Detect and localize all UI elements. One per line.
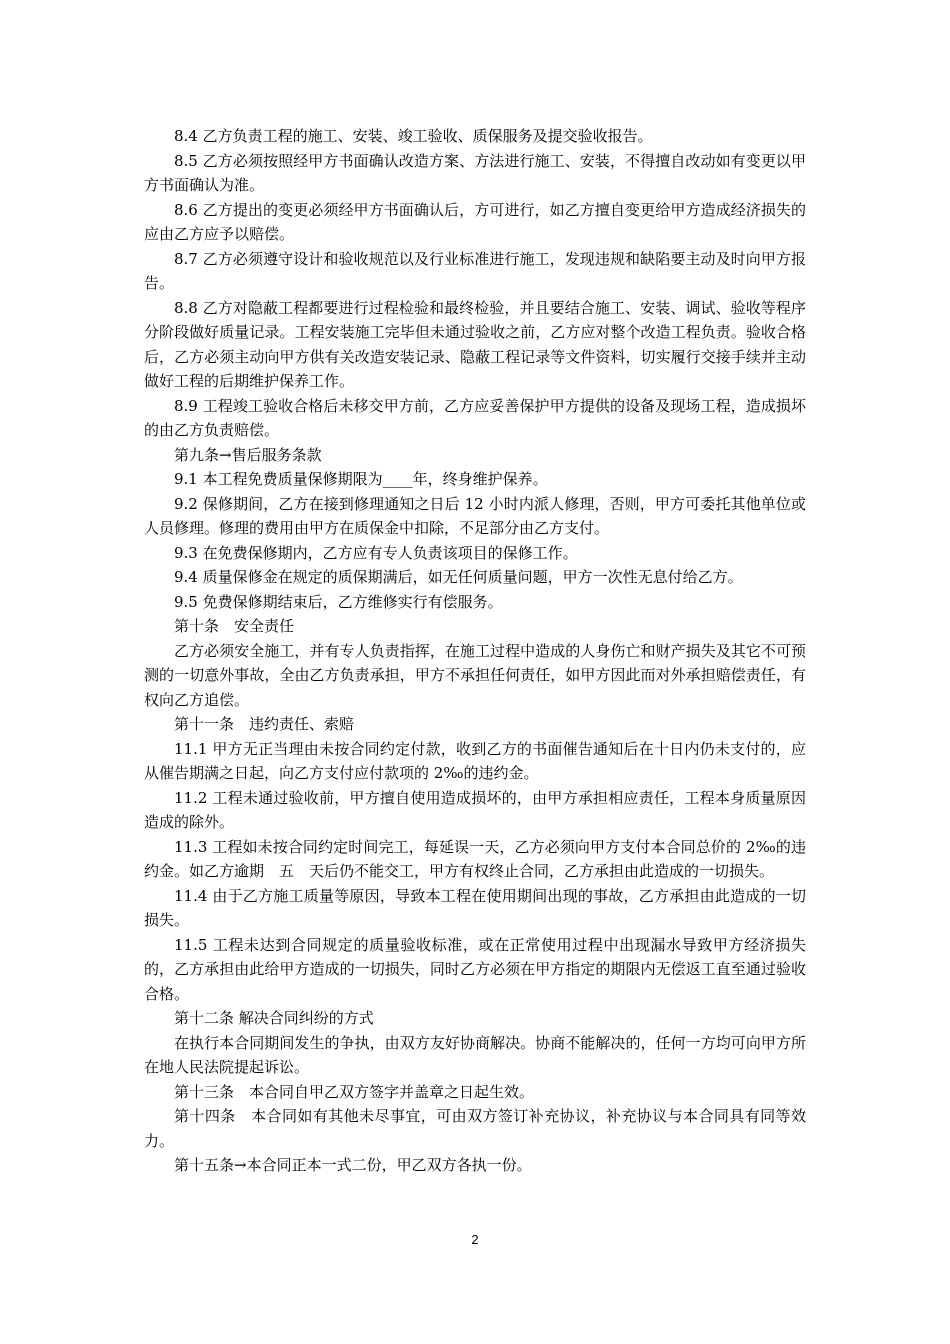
article-10-body: 乙方必须安全施工，并有专人负责指挥，在施工过程中造成的人身伤亡和财产损失及其它不可预测的一切意外事故，全由乙方负责承担，甲方不承担任何责任，如甲方因此而对外承担赔偿责任，有权向乙方追偿。 [144, 641, 806, 709]
article-10-heading: 第十条 安全责任 [174, 617, 295, 635]
page-number: 2 [471, 1232, 479, 1247]
clause-11-2: 11.2 工程未通过验收前，甲方擅自使用造成损坏的，由甲方承担相应责任，工程本身质量原因造成的除外。 [144, 788, 806, 831]
clause-9-1: 9.1 本工程免费质量保修期限为____年，终身维护保养。 [174, 470, 548, 488]
clause-11-5: 11.5 工程未达到合同规定的质量验收标准，或在正常使用过程中出现漏水导致甲方经济损失的，乙方承担由此给甲方造成的一切损失，同时乙方必须在甲方指定的期限内无偿返工直至通过验收合格。 [144, 935, 806, 1003]
article-11-heading: 第十一条 违约责任、索赔 [174, 715, 355, 733]
clause-9-3: 9.3 在免费保修期内，乙方应有专人负责该项目的保修工作。 [174, 543, 578, 562]
document-body [144, 124, 806, 1178]
clause-8-7: 8.7 乙方必须遵守设计和验收规范以及行业标准进行施工，发现违规和缺陷要主动及时向甲方报告。 [144, 249, 806, 292]
clause-11-3: 11.3 工程如未按合同约定时间完工，每延误一天，乙方必须向甲方支付本合同总价的 2‰的违约金。如乙方逾期 五 天后仍不能交工，甲方有权终止合同，乙方承担由此造成的一切损失。 [144, 837, 806, 880]
clause-9-5: 9.5 免费保修期结束后，乙方维修实行有偿服务。 [174, 592, 503, 611]
clause-8-5: 8.5 乙方必须按照经甲方书面确认改造方案、方法进行施工、安装，不得擅自改动如有变更以甲方书面确认为准。 [144, 151, 806, 194]
article-12-body: 在执行本合同期间发生的争执，由双方友好协商解决。协商不能解决的，任何一方均可向甲方所在地人民法院提起诉讼。 [144, 1033, 806, 1076]
article-14: 第十四条 本合同如有其他未尽事宜，可由双方签订补充协议，补充协议与本合同具有同等效力。 [144, 1107, 806, 1150]
clause-9-2: 9.2 保修期间，乙方在接到修理通知之日后 12 小时内派人修理，否则，甲方可委托其他单位或人员修理。修理的费用由甲方在质保金中扣除，不足部分由乙方支付。 [144, 494, 806, 537]
article-9-heading: 第九条→售后服务条款 [174, 445, 322, 464]
article-15: 第十五条→本合同正本一式二份，甲乙双方各执一份。 [174, 1156, 532, 1174]
article-13: 第十三条 本合同自甲乙双方签字并盖章之日起生效。 [174, 1082, 535, 1101]
clause-8-6: 8.6 乙方提出的变更必须经甲方书面确认后，方可进行，如乙方擅自变更给甲方造成经济损失的应由乙方应予以赔偿。 [144, 200, 806, 243]
clause-9-4: 9.4 质量保修金在规定的质保期满后，如无任何质量问题，甲方一次性无息付给乙方。 [174, 568, 743, 586]
clause-8-9: 8.9 工程竣工验收合格后未移交甲方前，乙方应妥善保护甲方提供的设备及现场工程，造成损坏的由乙方负责赔偿。 [144, 396, 806, 439]
clause-8-8: 8.8 乙方对隐蔽工程都要进行过程检验和最终检验，并且要结合施工、安装、调试、验收等程序分阶段做好质量记录。工程安装施工完毕但未通过验收之前，乙方应对整个改造工程负责。验收合格后，乙方必须主动向甲方供有关改造安装记录、隐蔽工程记录等文件资料，切实履行交接手续并主动做好工程的后期维护保养工作。 [144, 298, 806, 390]
article-12-heading: 第十二条 解决合同纠纷的方式 [174, 1009, 374, 1027]
clause-8-4: 8.4 乙方负责工程的施工、安装、竣工验收、质保服务及提交验收报告。 [174, 127, 653, 145]
clause-11-1: 11.1 甲方无正当理由未按合同约定付款，收到乙方的书面催告通知后在十日内仍未支付的，应从催告期满之日起，向乙方支付应付款项的 2‰的违约金。 [144, 739, 806, 782]
clause-11-4: 11.4 由于乙方施工质量等原因，导致本工程在使用期间出现的事故，乙方承担由此造成的一切损失。 [144, 886, 806, 929]
